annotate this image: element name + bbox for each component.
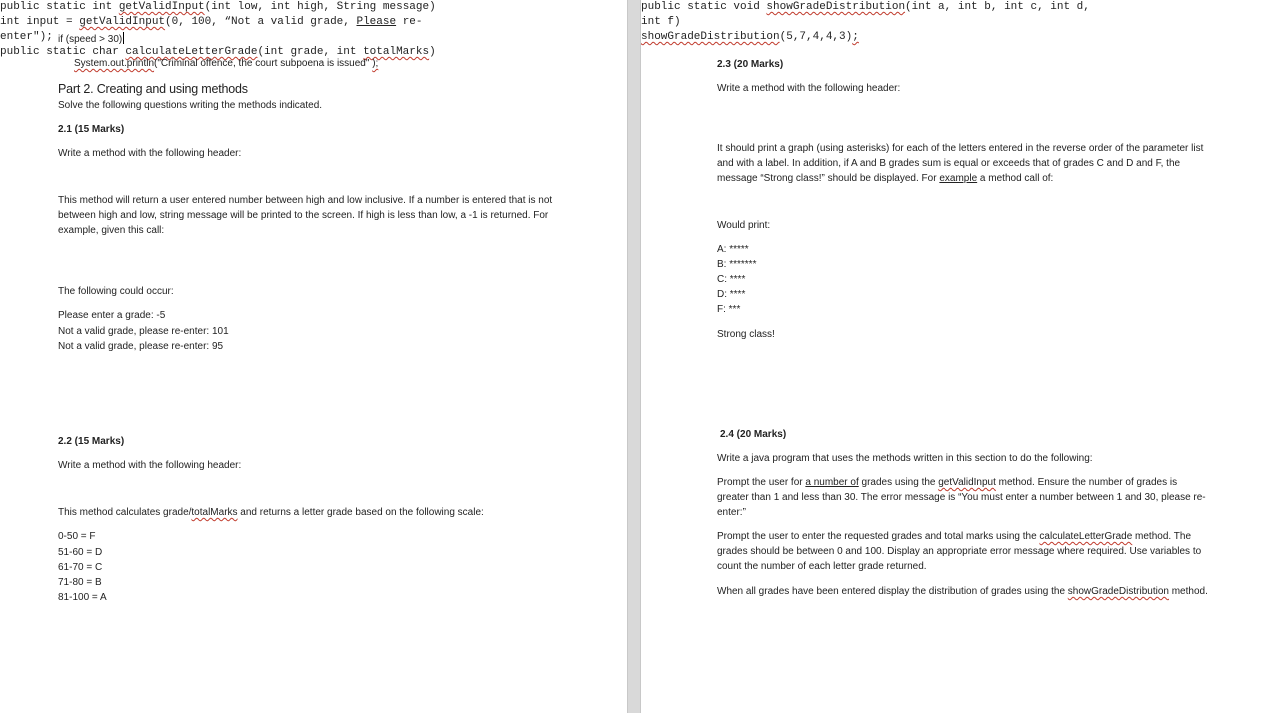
println-line[interactable]: System.out.println("Criminal offence, the court subpoena is issued" );: [74, 58, 379, 69]
q21-output-line: Not a valid grade, please re-enter: 95: [58, 341, 224, 352]
q23-lead: Write a method with the following header:: [717, 83, 901, 94]
q21-example-call: int input = getValidInput(0, 100, “Not a valid grade, Please re- enter");: [0, 16, 423, 43]
q24-paragraph-3: When all grades have been entered display the distribution of grades using the showGradeDistribution method.: [717, 586, 1208, 597]
q21-lead: Write a method with the following header:: [58, 148, 242, 159]
q23-description: It should print a graph (using asterisks) for each of the letters entered in the reverse order of the parameter list and with a label. In addition, if A and B grades sum is equal or exceeds that of grades C and D and F, the message “Strong class!” should be displayed. For example a method call of:: [717, 143, 1204, 184]
q24-heading: 2.4 (20 Marks): [720, 429, 787, 440]
q23-would-print: Would print:: [717, 220, 771, 231]
q24-intro: Write a java program that uses the methods written in this section to do the following:: [717, 453, 1093, 464]
q21-method-signature: public static int getValidInput(int low, int high, String message): [0, 1, 436, 13]
q22-lead: Write a method with the following header:: [58, 460, 242, 471]
q23-heading: 2.3 (20 Marks): [717, 59, 784, 70]
q21-could-occur: The following could occur:: [58, 286, 174, 297]
part2-title: Part 2. Creating and using methods: [58, 82, 248, 96]
grade-scale-line: 51-60 = D: [58, 547, 103, 558]
q22-heading: 2.2 (15 Marks): [58, 436, 125, 447]
part2-intro: Solve the following questions writing the methods indicated.: [58, 100, 323, 111]
grade-scale-line: 0-50 = F: [58, 531, 96, 542]
q23-method-signature: public static void showGradeDistribution(int a, int b, int c, int d, int f): [641, 1, 1090, 28]
q21-output-line: Not a valid grade, please re-enter: 101: [58, 326, 229, 337]
document-page-left: [0, 0, 627, 713]
q23-example-call: showGradeDistribution(5,7,4,4,3);: [641, 31, 859, 43]
grade-graph-row: A: *****: [717, 244, 749, 255]
grade-graph-row: C: ****: [717, 274, 746, 285]
grade-graph-row: D: ****: [717, 289, 746, 300]
q23-strong-class: Strong class!: [717, 329, 775, 340]
if-statement-line[interactable]: if (speed > 30): [58, 34, 123, 45]
q21-heading: 2.1 (15 Marks): [58, 124, 125, 135]
document-page-right: [641, 0, 1269, 713]
q22-method-signature: public static char calculateLetterGrade(int grade, int totalMarks): [0, 46, 436, 58]
q21-output-line: Please enter a grade: -5: [58, 310, 166, 321]
grade-graph-row: B: *******: [717, 259, 757, 270]
text-cursor: [123, 32, 124, 44]
q24-paragraph-2: Prompt the user to enter the requested grades and total marks using the calculateLetterGrade method. The grades should be between 0 and 100. Display an appropriate error message where required. Use variables to count the number of each letter grade returned.: [717, 531, 1202, 572]
grade-scale-line: 71-80 = B: [58, 577, 102, 588]
grade-scale-line: 81-100 = A: [58, 592, 107, 603]
grade-scale-line: 61-70 = C: [58, 562, 103, 573]
page-gutter: [627, 0, 641, 713]
q21-description: This method will return a user entered number between high and low inclusive. If a number is entered that is not between high and low, string message will be printed to the screen. If high is less than low, a -1 is returned. For example, given this call:: [58, 195, 553, 236]
grade-graph-row: F: ***: [717, 304, 741, 315]
q24-paragraph-1: Prompt the user for a number of grades using the getValidInput method. Ensure the number of grades is greater than 1 and less than 30. The error message is “You must enter a number between 1 and 30, please re-enter:”: [717, 477, 1206, 518]
q22-description: This method calculates grade/totalMarks and returns a letter grade based on the following scale:: [58, 507, 484, 518]
